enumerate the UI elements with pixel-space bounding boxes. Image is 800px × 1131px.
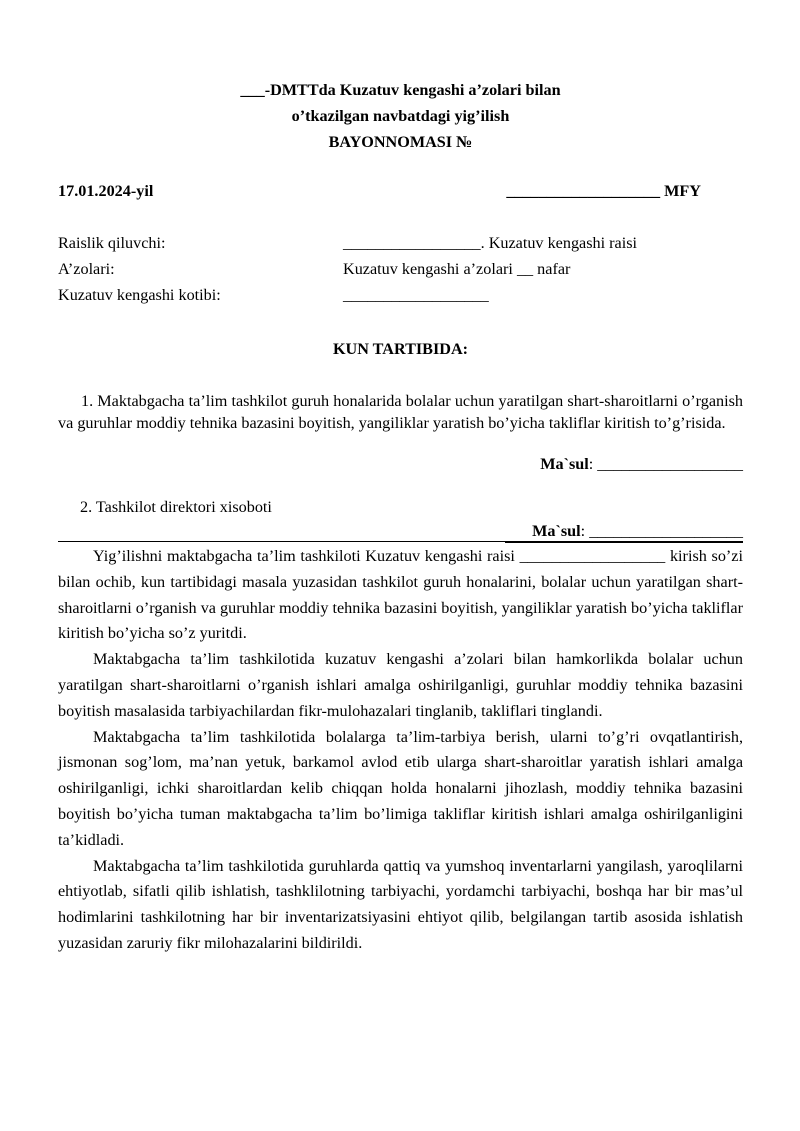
chair-value: _________________. Kuzatuv kengashi raisi: [343, 234, 638, 252]
mfy-field: ___________________ MFY: [506, 182, 701, 200]
minutes-body: [58, 544, 743, 957]
body-paragraph-3: Maktabgacha ta’lim tashkilotida bolalarga ta’lim-tarbiya berish, ularni to’g’ri ovqatlantirish, jismonan sog’lom, ma’nan yetuk, barkamol avlod etib ularga shart-sharoitlar yaratish ishlari amalga oshirilganligi, ichki sharoitlardan kelib chiqqan holda honalarni jihozlash, moddiy tehnika bazasini boyitish bo’yicha tuman maktabgacha ta’lim bo’limiga takliflar kiritish ishlari amalga oshirilganligini ta’kidladi.: [58, 727, 743, 849]
document-title-line-1: ___-DMTTda Kuzatuv kengashi a’zolari bilan: [240, 81, 561, 99]
meeting-date: 17.01.2024-yil: [58, 182, 154, 200]
agenda-item-2-responsible: [505, 521, 743, 543]
body-paragraph-2: Maktabgacha ta’lim tashkilotida kuzatuv kengashi a’zolari bilan hamkorlikda bolalar uchun yaratilgan shart-sharoitlarni o’rganish ishlari amalga oshirilganligi, guruhlar moddiy tehnika bazasini boyitish masalasida tarbiyachilardan fikr-mulohazalari tinglanib, takliflari tinglandi.: [58, 650, 743, 720]
responsible-value: : ___________________: [580, 522, 743, 540]
document-title-line-2: o’tkazilgan navbatdagi yig’ilish: [291, 107, 510, 125]
responsible-value: : __________________: [588, 455, 743, 473]
body-paragraph-1: Yig’ilishni maktabgacha ta’lim tashkiloti Kuzatuv kengashi raisi __________________ kirish so’zi bilan ochib, kun tartibidagi masala yuzasidan tashkilot guruh honalarini, bolalar uchun yaratilgan shart-sharoitlarni o’rganish va guruhlar moddiy tehnika bazasini boyitish, yangiliklar yaratish bo’yicha takliflar kiritish bo’yicha so’z yuritdi.: [58, 547, 743, 643]
chair-label: Raislik qiluvchi:: [58, 234, 166, 252]
agenda-heading: KUN TARTIBIDA:: [332, 340, 469, 358]
members-label: A’zolari:: [58, 260, 115, 278]
agenda-item-1: 1. Maktabgacha ta’lim tashkilot guruh honalarida bolalar uchun yaratilgan shart-sharoitlarni o’rganish va guruhlar moddiy tehnika bazasini boyitish, yangiliklar yaratish bo’yicha takliflar kiritish to’g’risida.: [58, 392, 743, 432]
agenda-item-2: 2. Tashkilot direktori xisoboti: [80, 498, 272, 516]
secretary-label: Kuzatuv kengashi kotibi:: [58, 286, 221, 304]
responsible-label: Ma`sul: [532, 522, 581, 540]
document-page: [58, 0, 743, 1131]
body-paragraph-4: Maktabgacha ta’lim tashkilotida guruhlarda qattiq va yumshoq inventarlarni yangilash, yaroqlilarni ehtiyotlab, sifatli qilib ishlatish, tashklilotning tarbiyachi, yordamchi tarbiyachi, boshqa har bir mas’ul hodimlarini tashkilotning har bir inventarizatsiyasini ehtiyot qilib, belgilangan tartib asosida ishlatish yuzasidan zaruriy fikr milohazalarini bildirildi.: [58, 856, 743, 952]
secretary-value: __________________: [343, 286, 489, 304]
section-divider: [58, 541, 743, 542]
members-value: Kuzatuv kengashi a’zolari __ nafar: [343, 260, 571, 278]
agenda-item-1-responsible: [540, 455, 743, 474]
responsible-label: Ma`sul: [540, 455, 589, 473]
document-title-line-3: BAYONNOMASI №: [328, 133, 473, 151]
